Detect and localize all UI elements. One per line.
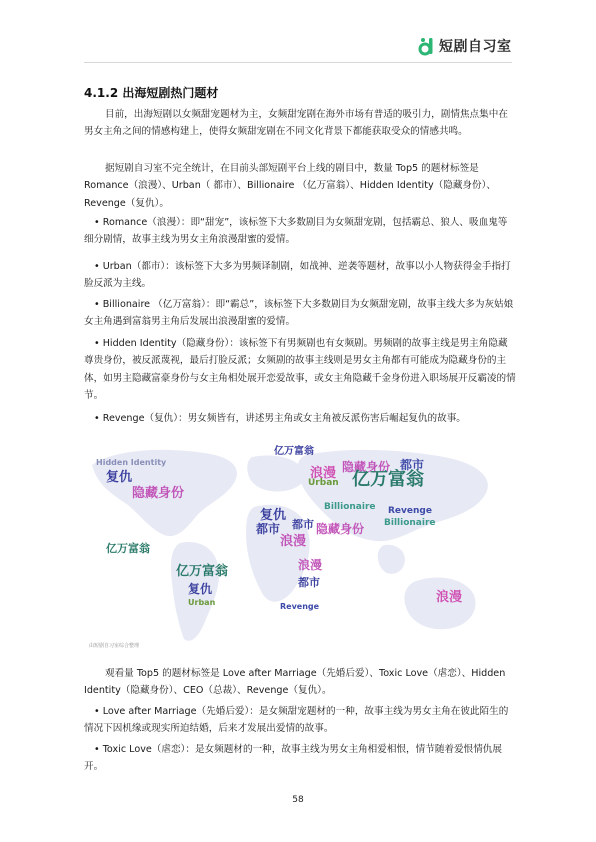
word-cloud-term: Billionaire (324, 502, 376, 512)
word-cloud-term: Urban (308, 478, 339, 488)
word-cloud-term: 复仇 (260, 508, 287, 523)
word-cloud-term: Urban (188, 598, 216, 607)
word-cloud-term: 复仇 (106, 470, 133, 485)
word-cloud-term: 都市 (298, 576, 320, 589)
page-number: 58 (292, 795, 304, 805)
brand-name: 短剧自习室 (439, 39, 512, 55)
paragraph-top5-count: 据短剧自习室不完全统计，在目前头部短剧平台上线的剧目中，数量 Top5 的题材标签是 Romance（浪漫）、Urban（ 都市）、Billionaire （亿万富翁）、Hidden Identity（隐藏身份）、Revenge（复仇）。 (84, 163, 496, 209)
word-cloud-term: 隐藏身份 (342, 460, 391, 474)
header-divider (84, 62, 512, 63)
word-cloud-term: 都市 (256, 522, 281, 536)
word-cloud-term: 浪漫 (436, 590, 463, 605)
paragraph-intro: 目前，出海短剧以女频甜宠题材为主，女频甜宠剧在海外市场有普适的吸引力，剧情焦点集中在男女主角之间的情感构建上，使得女频甜宠剧在不同文化背景下都能获取受众的情感共鸣。 (84, 109, 508, 138)
word-cloud-term: 都市 (400, 458, 425, 472)
word-cloud-term: 亿万富翁 (274, 446, 314, 457)
word-cloud-term: Hidden Identity (96, 458, 167, 467)
brand-logo (418, 36, 512, 56)
section-title: 4.1.2 出海短剧热门题材 (84, 86, 219, 100)
word-cloud-term: 浪漫 (298, 558, 323, 572)
word-cloud-term: Revenge (388, 506, 432, 516)
word-cloud-term: 隐藏身份 (316, 522, 365, 536)
bullet-romance: • Romance（浪漫）：即“甜宠”，该标签下大多数剧目为女频甜宠剧，包括霸总、狼人、吸血鬼等细分剧情，故事主线为男女主角浪漫甜蜜的爱情。 (84, 217, 508, 246)
bullet-urban: • Urban（都市）：该标签下大多为男频译制剧，如战神、逆袭等题材，故事以小人物获得金手指打脸反派为主线。 (84, 261, 511, 290)
bullet-love-after-marriage: • Love after Marriage（先婚后爱）：是女频甜宠题材的一种，故事主线为男女主角在彼此陌生的情况下因机缘或现实所迫结婚，后来才发展出爱情的故事。 (84, 706, 509, 735)
word-cloud-term: 都市 (292, 518, 314, 531)
bullet-toxic-love: • Toxic Love（虐恋）：是女频题材的一种，故事主线为男女主角相爱相恨，情节随着爱恨情仇展开。 (84, 744, 502, 773)
map-caption: 由短剧自习室综合整理 (89, 643, 140, 649)
word-cloud-term: Billionaire (384, 518, 436, 528)
bullet-billionaire: • Billionaire （亿万富翁）：即“霸总”，该标签下大多数剧目为女频甜宠剧，故事主线大多为灰姑娘女主角遇到富翁男主角后发展出浪漫甜蜜的爱情。 (84, 299, 514, 328)
bullet-hidden-identity: • Hidden Identity（隐藏身份）：该标签下有男频剧也有女频剧。男频剧的故事主线是男主角隐藏尊贵身份，被反派蔑视，最后打脸反派；女频剧的故事主线则是男女主角都有可能成为隐藏身份的主体，如男主隐藏富豪身份与女主角相处展开恋爱故事，或女主角隐藏千金身份进入职场展开反霸凌的情节。 (84, 338, 516, 401)
word-cloud-term: Revenge (280, 602, 320, 611)
brand-icon (418, 36, 436, 56)
word-cloud-term: 浪漫 (310, 466, 337, 481)
word-cloud-term: 隐藏身份 (132, 486, 185, 501)
word-cloud-term: 浪漫 (280, 534, 307, 549)
world-map-word-cloud (84, 443, 512, 653)
word-cloud-term: 复仇 (188, 582, 213, 596)
bullet-revenge: • Revenge（复仇）：男女频皆有，讲述男主角或女主角被反派伤害后崛起复仇的故事。 (94, 413, 466, 424)
paragraph-top5-views: 观看量 Top5 的题材标签是 Love after Marriage（先婚后爱）、Toxic Love（虐恋）、Hidden Identity（隐藏身份）、CEO（总裁）、Revenge（复仇）。 (84, 668, 506, 697)
word-cloud-term: 亿万富翁 (352, 469, 424, 490)
word-cloud-term: 亿万富翁 (106, 542, 150, 555)
word-cloud-term: 亿万富翁 (176, 564, 229, 579)
